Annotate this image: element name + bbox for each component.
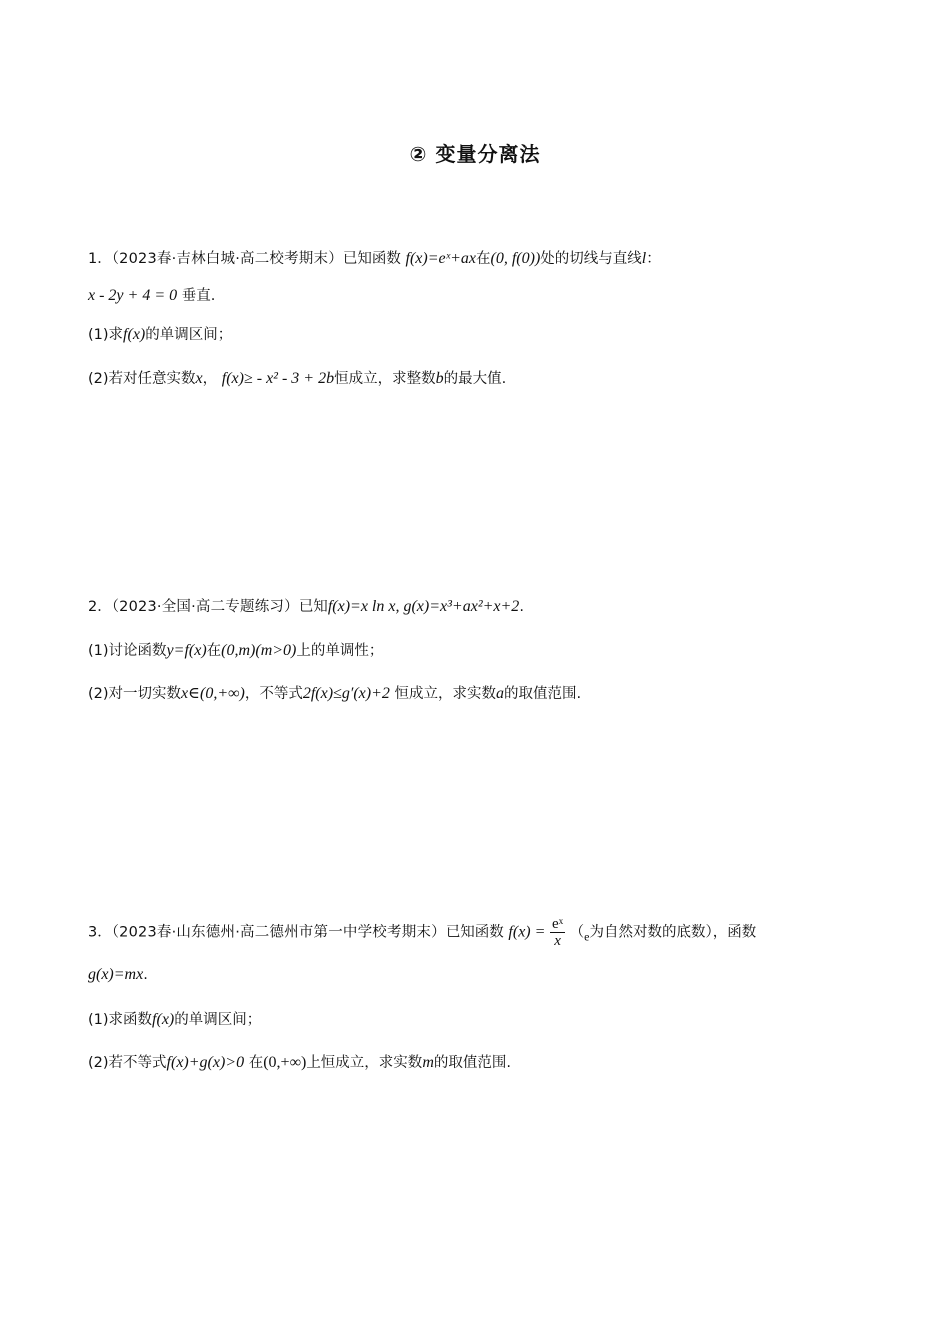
problem-3-e-symbol: e	[584, 929, 590, 944]
problem-3-line-1	[88, 916, 756, 949]
problem-1-at: 在	[476, 251, 491, 267]
problem-2-period: .	[519, 599, 524, 615]
problem-3-question-2	[88, 1052, 511, 1074]
problem-3-func-lhs: f(x) =	[508, 923, 546, 941]
problem-1-source: （2023春·吉林白城·高二校考期末）	[111, 251, 343, 267]
q2-comma: ，	[202, 371, 218, 387]
q2-mid: 恒成立，求整数	[334, 371, 436, 387]
p2-q1-prefix: (1)讨论函数	[88, 643, 167, 659]
p2-q2-mid2: 恒成立，求实数	[394, 686, 497, 702]
problem-3-paren-note: 为自然对数的底数），函数	[589, 924, 757, 941]
page-title: ② 变量分离法	[409, 142, 541, 166]
problem-2-question-1	[88, 640, 383, 662]
q2-var: x	[195, 370, 203, 387]
problem-3-intro: 已知函数	[445, 924, 504, 941]
q2-inequality: f(x)≥ - x² - 3 + 2b	[221, 370, 335, 387]
problem-3-fraction	[550, 916, 565, 949]
q2-b: b	[435, 370, 444, 387]
p2-q1-interval: (0,m)(m>0)	[221, 642, 297, 659]
problem-2-source: （2023·全国·高二专题练习）	[111, 599, 299, 615]
problem-3-line-2	[88, 964, 148, 986]
problem-2-question-2	[88, 683, 581, 705]
q1-func: f(x)	[123, 326, 146, 343]
problem-1-tangent-text: 处的切线与直线	[540, 251, 642, 267]
problem-2-intro: 已知	[298, 599, 328, 615]
p2-q2-inequality: 2f(x)≤g′(x)+2	[302, 685, 390, 702]
p3-q2-prefix: (2)若不等式	[88, 1055, 167, 1071]
p3-q2-mid: 上恒成立，求实数	[306, 1055, 423, 1071]
problem-1-colon: ：	[646, 251, 661, 267]
q2-prefix: (2)若对任意实数	[88, 371, 196, 387]
p3-q2-inequality: f(x)+g(x)>0	[166, 1054, 245, 1071]
problem-2-functions: f(x)=x ln x, g(x)=x³+ax²+x+2	[327, 598, 520, 615]
fraction-denominator: x	[554, 933, 561, 949]
p2-q2-suffix: 的取值范围.	[504, 686, 582, 702]
p2-q2-mid: ，不等式	[244, 686, 303, 702]
problem-1-line-name: l	[641, 250, 647, 267]
q2-suffix: 的最大值.	[443, 371, 507, 387]
p3-q2-at: 在	[248, 1055, 264, 1071]
p2-q2-prefix: (2)对一切实数	[88, 686, 182, 702]
problem-2-number: 2．	[88, 599, 112, 615]
problem-1-function: f(x)=eˣ+ax	[405, 250, 477, 267]
p3-q2-m: m	[422, 1054, 434, 1071]
problem-1-intro: 已知函数	[342, 251, 401, 267]
problem-3-paren-open: （	[569, 924, 585, 941]
problem-2-line-1	[88, 596, 524, 618]
p3-q1-func: f(x)	[152, 1011, 175, 1028]
q1-suffix: 的单调区间；	[145, 327, 233, 343]
p2-q2-domain: x∈(0,+∞)	[181, 685, 245, 702]
p2-q1-suffix: 上的单调性；	[296, 643, 384, 659]
p2-q1-at: 在	[206, 643, 222, 659]
p3-q1-prefix: (1)求函数	[88, 1012, 153, 1028]
problem-3-period: .	[143, 967, 148, 983]
p3-q2-suffix: 的取值范围.	[433, 1055, 511, 1071]
problem-1-perp: 垂直.	[181, 288, 216, 304]
problem-1-line-1	[88, 248, 661, 270]
problem-3-source: （2023春·山东德州·高二德州市第一中学校考期末）	[111, 924, 446, 941]
fraction-numerator: eˣ	[552, 916, 564, 932]
problem-1-line-equation: x - 2y + 4 = 0	[88, 287, 178, 304]
p3-q1-suffix: 的单调区间；	[174, 1012, 262, 1028]
q1-prefix: (1)求	[88, 327, 124, 343]
p2-q2-a: a	[496, 685, 505, 702]
problem-1-question-2	[88, 368, 506, 390]
problem-3-number: 3．	[88, 924, 112, 941]
p2-q1-func: y=f(x)	[166, 642, 207, 659]
problem-1-number: 1．	[88, 251, 112, 267]
p3-q2-interval: (0,+∞)	[263, 1054, 307, 1071]
problem-1-line-2	[88, 285, 215, 307]
problem-1-question-1	[88, 324, 232, 346]
problem-1-point: (0, f(0))	[490, 250, 541, 267]
problem-3-question-1	[88, 1009, 261, 1031]
problem-3-g: g(x)=mx	[88, 966, 144, 983]
